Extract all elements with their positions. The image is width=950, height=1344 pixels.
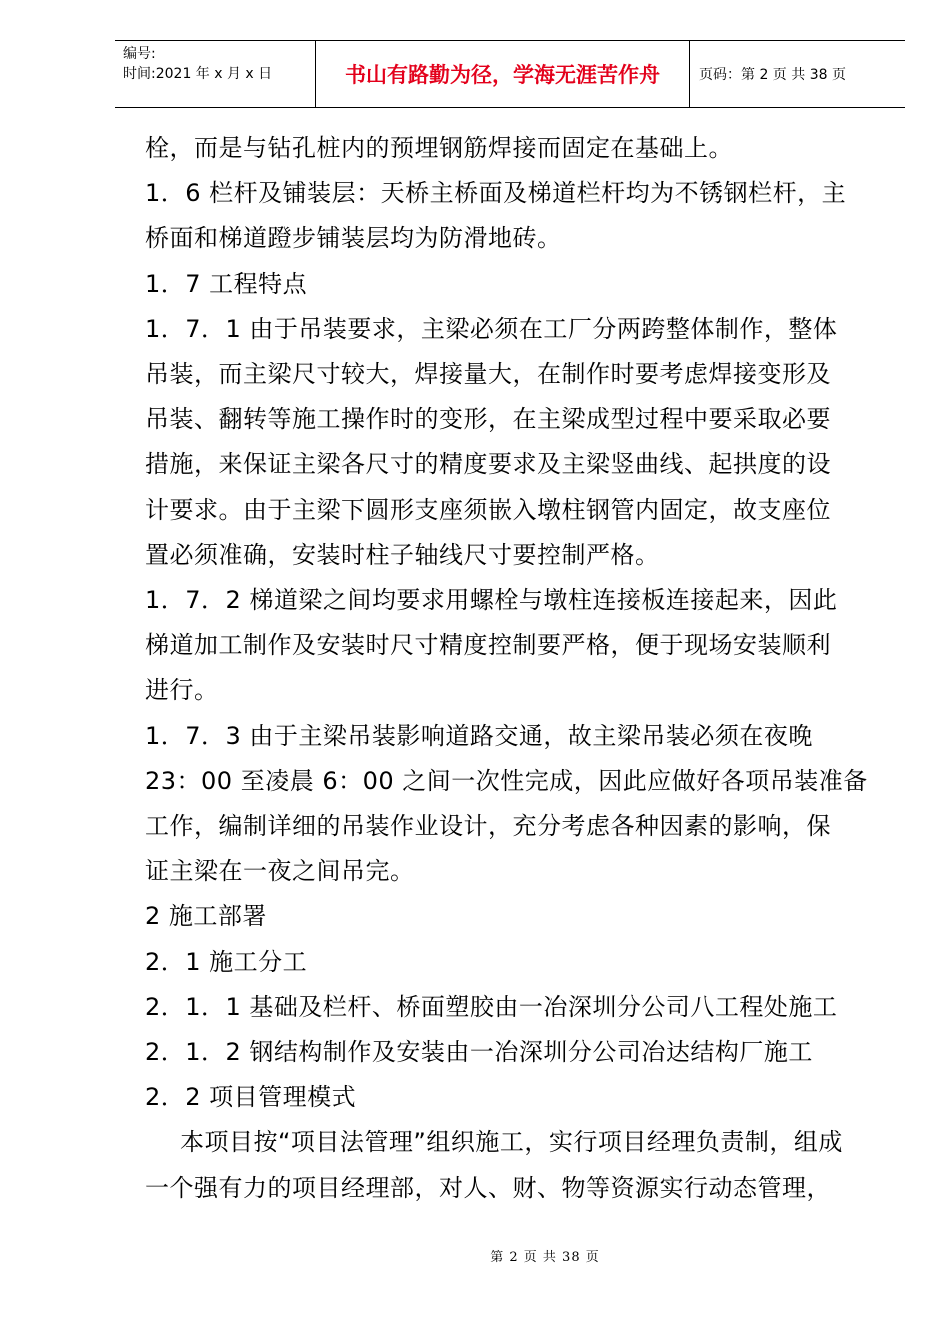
section-heading: 2．1 施工分工 xyxy=(145,947,308,976)
body-line: 1．7．2 梯道梁之间均要求用螺栓与墩柱连接板连接起来，因此 xyxy=(145,586,838,615)
body-line: 本项目按“项目法管理”组织施工，实行项目经理负责制，组成 xyxy=(180,1128,843,1157)
body-line: 置必须准确，安装时柱子轴线尺寸要控制严格。 xyxy=(145,540,660,569)
body-line: 1．7．1 由于吊装要求，主梁必须在工厂分两跨整体制作，整体 xyxy=(145,314,838,343)
motto-text: 书山有路勤为径，学海无涯苦作舟 xyxy=(345,62,660,87)
body-line: 栓，而是与钻孔桩内的预埋钢筋焊接而固定在基础上。 xyxy=(145,134,733,162)
body-line: 吊装、翻转等施工操作时的变形，在主梁成型过程中要采取必要 xyxy=(145,405,831,434)
page-footer xyxy=(0,1246,950,1265)
document-header xyxy=(115,40,905,108)
body-line: 计要求。由于主梁下圆形支座须嵌入墩柱钢管内固定，故支座位 xyxy=(145,495,831,524)
body-line: 吊装，而主梁尺寸较大，焊接量大，在制作时要考虑焊接变形及 xyxy=(145,360,831,389)
body-line: 23：00 至凌晨 6：00 之间一次性完成，因此应做好各项吊装准备 xyxy=(145,766,868,795)
header-motto-cell xyxy=(316,41,690,107)
section-heading: 2．2 项目管理模式 xyxy=(145,1083,357,1112)
body-line: 桥面和梯道蹬步铺装层均为防滑地砖。 xyxy=(145,224,562,253)
body-line: 措施，来保证主梁各尺寸的精度要求及主梁竖曲线、起拱度的设 xyxy=(145,450,831,479)
footer-page-number: 第 2 页 共 38 页 xyxy=(490,1250,600,1265)
body-line: 2．1．2 钢结构制作及安装由一冶深圳分公司冶达结构厂施工 xyxy=(145,1038,813,1067)
section-heading: 2 施工部署 xyxy=(145,902,267,931)
body-line: 1．7．3 由于主梁吊装影响道路交通，故主梁吊装必须在夜晚 xyxy=(145,721,813,750)
number-label: 编号: xyxy=(123,46,156,62)
body-line: 证主梁在一夜之间吊完。 xyxy=(145,857,415,886)
body-line: 一个强有力的项目经理部，对人、财、物等资源实行动态管理， xyxy=(145,1173,831,1202)
document-body xyxy=(145,126,875,1211)
body-line: 梯道加工制作及安装时尺寸精度控制要严格，便于现场安装顺利 xyxy=(145,631,831,660)
header-page-cell xyxy=(690,41,905,107)
page-info: 页码：第 2 页 共 38 页 xyxy=(699,67,846,83)
time-label: 时间:2021 年 x 月 x 日 xyxy=(123,66,273,82)
body-line: 进行。 xyxy=(145,676,219,705)
body-line: 1．6 栏杆及铺装层：天桥主桥面及梯道栏杆均为不锈钢栏杆，主 xyxy=(145,179,847,208)
body-line: 2．1．1 基础及栏杆、桥面塑胶由一冶深圳分公司八工程处施工 xyxy=(145,992,838,1021)
section-heading: 1．7 工程特点 xyxy=(145,269,308,298)
header-meta-cell xyxy=(115,41,316,107)
body-line: 工作，编制详细的吊装作业设计，充分考虑各种因素的影响，保 xyxy=(145,812,831,841)
